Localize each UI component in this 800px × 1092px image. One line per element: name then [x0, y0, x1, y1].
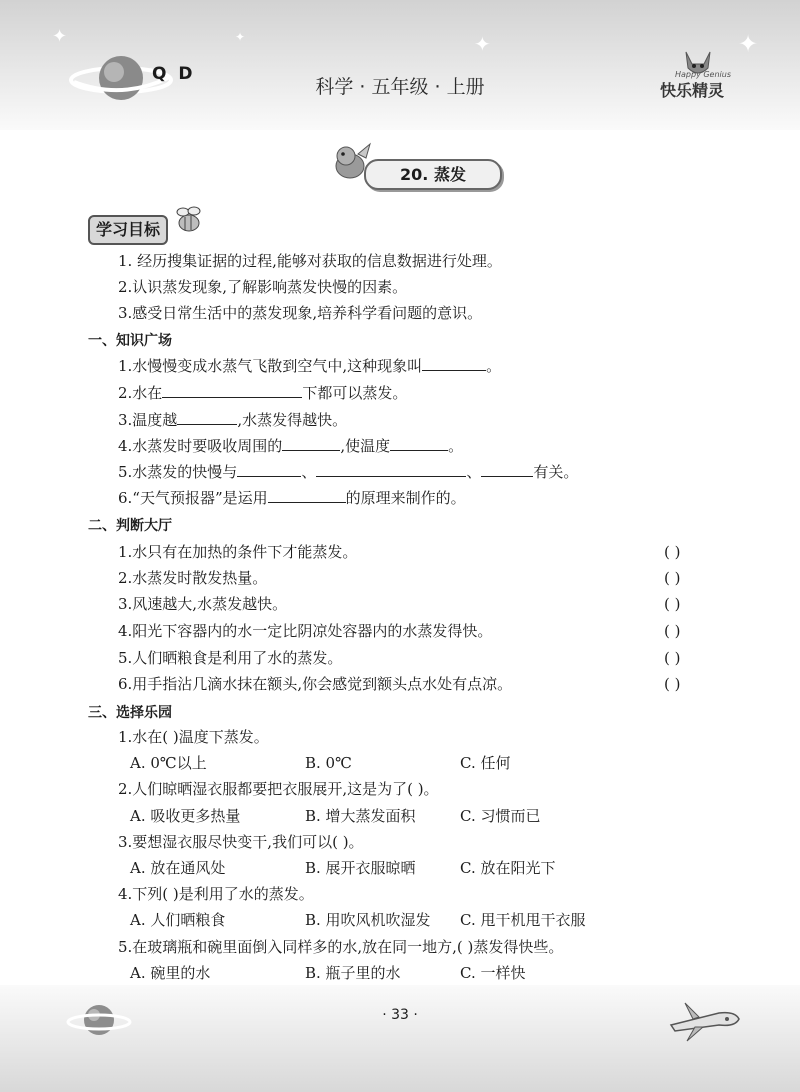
- question-text: 4.水蒸发时要吸收周围的: [118, 437, 283, 455]
- choice-option-b[interactable]: B. 展开衣服晾晒: [305, 859, 416, 877]
- goals-badge: 学习目标: [88, 215, 168, 245]
- question-text: 下都可以蒸发。: [302, 384, 408, 402]
- sparkle-icon: ✦: [235, 30, 246, 44]
- choice-option-b[interactable]: B. 增大蒸发面积: [305, 807, 416, 825]
- choice-option-a[interactable]: A. 0℃以上: [130, 754, 207, 772]
- answer-parentheses[interactable]: ( ): [664, 649, 681, 667]
- logo-text: 快乐精灵: [660, 81, 725, 100]
- answer-blank[interactable]: [237, 462, 301, 477]
- choice-option-c[interactable]: C. 一样快: [460, 964, 526, 982]
- question-text: 5.水蒸发的快慢与: [118, 463, 238, 481]
- goal-item: 3.感受日常生活中的蒸发现象,培养科学看问题的意识。: [118, 304, 483, 322]
- answer-parentheses[interactable]: ( ): [664, 543, 681, 561]
- choice-option-c[interactable]: C. 任何: [460, 754, 511, 772]
- fill-question-2: [118, 383, 407, 403]
- choice-option-b[interactable]: B. 用吹风机吹湿发: [305, 911, 431, 929]
- answer-blank[interactable]: [162, 383, 302, 398]
- fill-question-6: [118, 488, 466, 508]
- goal-item: 1. 经历搜集证据的过程,能够对获取的信息数据进行处理。: [118, 252, 502, 270]
- section-heading-knowledge: 一、知识广场: [88, 333, 172, 349]
- question-text: 。: [448, 437, 464, 455]
- choice-option-a[interactable]: A. 人们晒粮食: [130, 911, 226, 929]
- judgment-item: 5.人们晒粮食是利用了水的蒸发。: [118, 649, 343, 667]
- question-text: 3.温度越: [118, 411, 178, 429]
- judgment-item: 3.风速越大,水蒸发越快。: [118, 595, 288, 613]
- judgment-item: 2.水蒸发时散发热量。: [118, 569, 268, 587]
- judgment-item: 4.阳光下容器内的水一定比阴凉处容器内的水蒸发得快。: [118, 622, 493, 640]
- choice-option-a[interactable]: A. 碗里的水: [130, 964, 211, 982]
- question-text: 、: [301, 463, 317, 481]
- fill-question-3: [118, 410, 347, 430]
- answer-blank[interactable]: [268, 488, 346, 503]
- choice-question-stem: 3.要想湿衣服尽快变干,我们可以( )。: [118, 833, 364, 851]
- choice-question-stem: 1.水在( )温度下蒸发。: [118, 728, 269, 746]
- question-text: 有关。: [533, 463, 579, 481]
- book-title: 科学 · 五年级 · 上册: [315, 76, 485, 98]
- judgment-item: 6.用手指沾几滴水抹在额头,你会感觉到额头点水处有点凉。: [118, 675, 513, 693]
- choice-option-c[interactable]: C. 放在阳光下: [460, 859, 556, 877]
- space-shuttle-icon: [665, 995, 745, 1045]
- sparkle-icon: ✦: [738, 30, 759, 58]
- goal-item: 2.认识蒸发现象,了解影响蒸发快慢的因素。: [118, 278, 408, 296]
- bee-icon: [172, 203, 206, 237]
- choice-question-stem: 2.人们晾晒湿衣服都要把衣服展开,这是为了( )。: [118, 780, 439, 798]
- answer-blank[interactable]: [481, 462, 533, 477]
- answer-blank[interactable]: [316, 462, 466, 477]
- page-number: · 33 ·: [382, 1007, 418, 1023]
- fill-question-5: [118, 462, 578, 482]
- question-text: 1.水慢慢变成水蒸气飞散到空气中,这种现象叫: [118, 357, 423, 375]
- answer-parentheses[interactable]: ( ): [664, 569, 681, 587]
- logo-subtitle: Happy Genius: [675, 70, 732, 79]
- judgment-item: 1.水只有在加热的条件下才能蒸发。: [118, 543, 358, 561]
- answer-blank[interactable]: [177, 410, 237, 425]
- question-text: 6.“天气预报器”是运用: [118, 489, 268, 507]
- choice-option-c[interactable]: C. 习惯而已: [460, 807, 541, 825]
- answer-parentheses[interactable]: ( ): [664, 675, 681, 693]
- choice-question-stem: 4.下列( )是利用了水的蒸发。: [118, 885, 314, 903]
- choice-option-a[interactable]: A. 吸收更多热量: [130, 807, 241, 825]
- answer-parentheses[interactable]: ( ): [664, 622, 681, 640]
- question-text: 、: [466, 463, 482, 481]
- section-heading-choice: 三、选择乐园: [88, 705, 172, 721]
- question-text: 。: [486, 357, 502, 375]
- sparkle-icon: ✦: [474, 32, 491, 56]
- answer-blank[interactable]: [282, 436, 340, 451]
- answer-blank[interactable]: [390, 436, 448, 451]
- choice-option-c[interactable]: C. 甩干机甩干衣服: [460, 911, 586, 929]
- lesson-title: 20. 蒸发: [364, 159, 502, 190]
- choice-option-b[interactable]: B. 瓶子里的水: [305, 964, 401, 982]
- question-text: 的原理来制作的。: [345, 489, 466, 507]
- question-text: 2.水在: [118, 384, 163, 402]
- answer-parentheses[interactable]: ( ): [664, 595, 681, 613]
- section-heading-judgment: 二、判断大厅: [88, 518, 172, 534]
- fill-question-1: [118, 356, 501, 376]
- question-text: ,使温度: [340, 437, 391, 455]
- question-text: ,水蒸发得越快。: [237, 411, 348, 429]
- choice-option-a[interactable]: A. 放在通风处: [130, 859, 226, 877]
- answer-blank[interactable]: [422, 356, 486, 371]
- choice-question-stem: 5.在玻璃瓶和碗里面倒入同样多的水,放在同一地方,( )蒸发得快些。: [118, 938, 564, 956]
- choice-option-b[interactable]: B. 0℃: [305, 754, 352, 772]
- sparkle-icon: ✦: [52, 26, 68, 47]
- header-code: Q D: [152, 64, 196, 84]
- fill-question-4: [118, 436, 463, 456]
